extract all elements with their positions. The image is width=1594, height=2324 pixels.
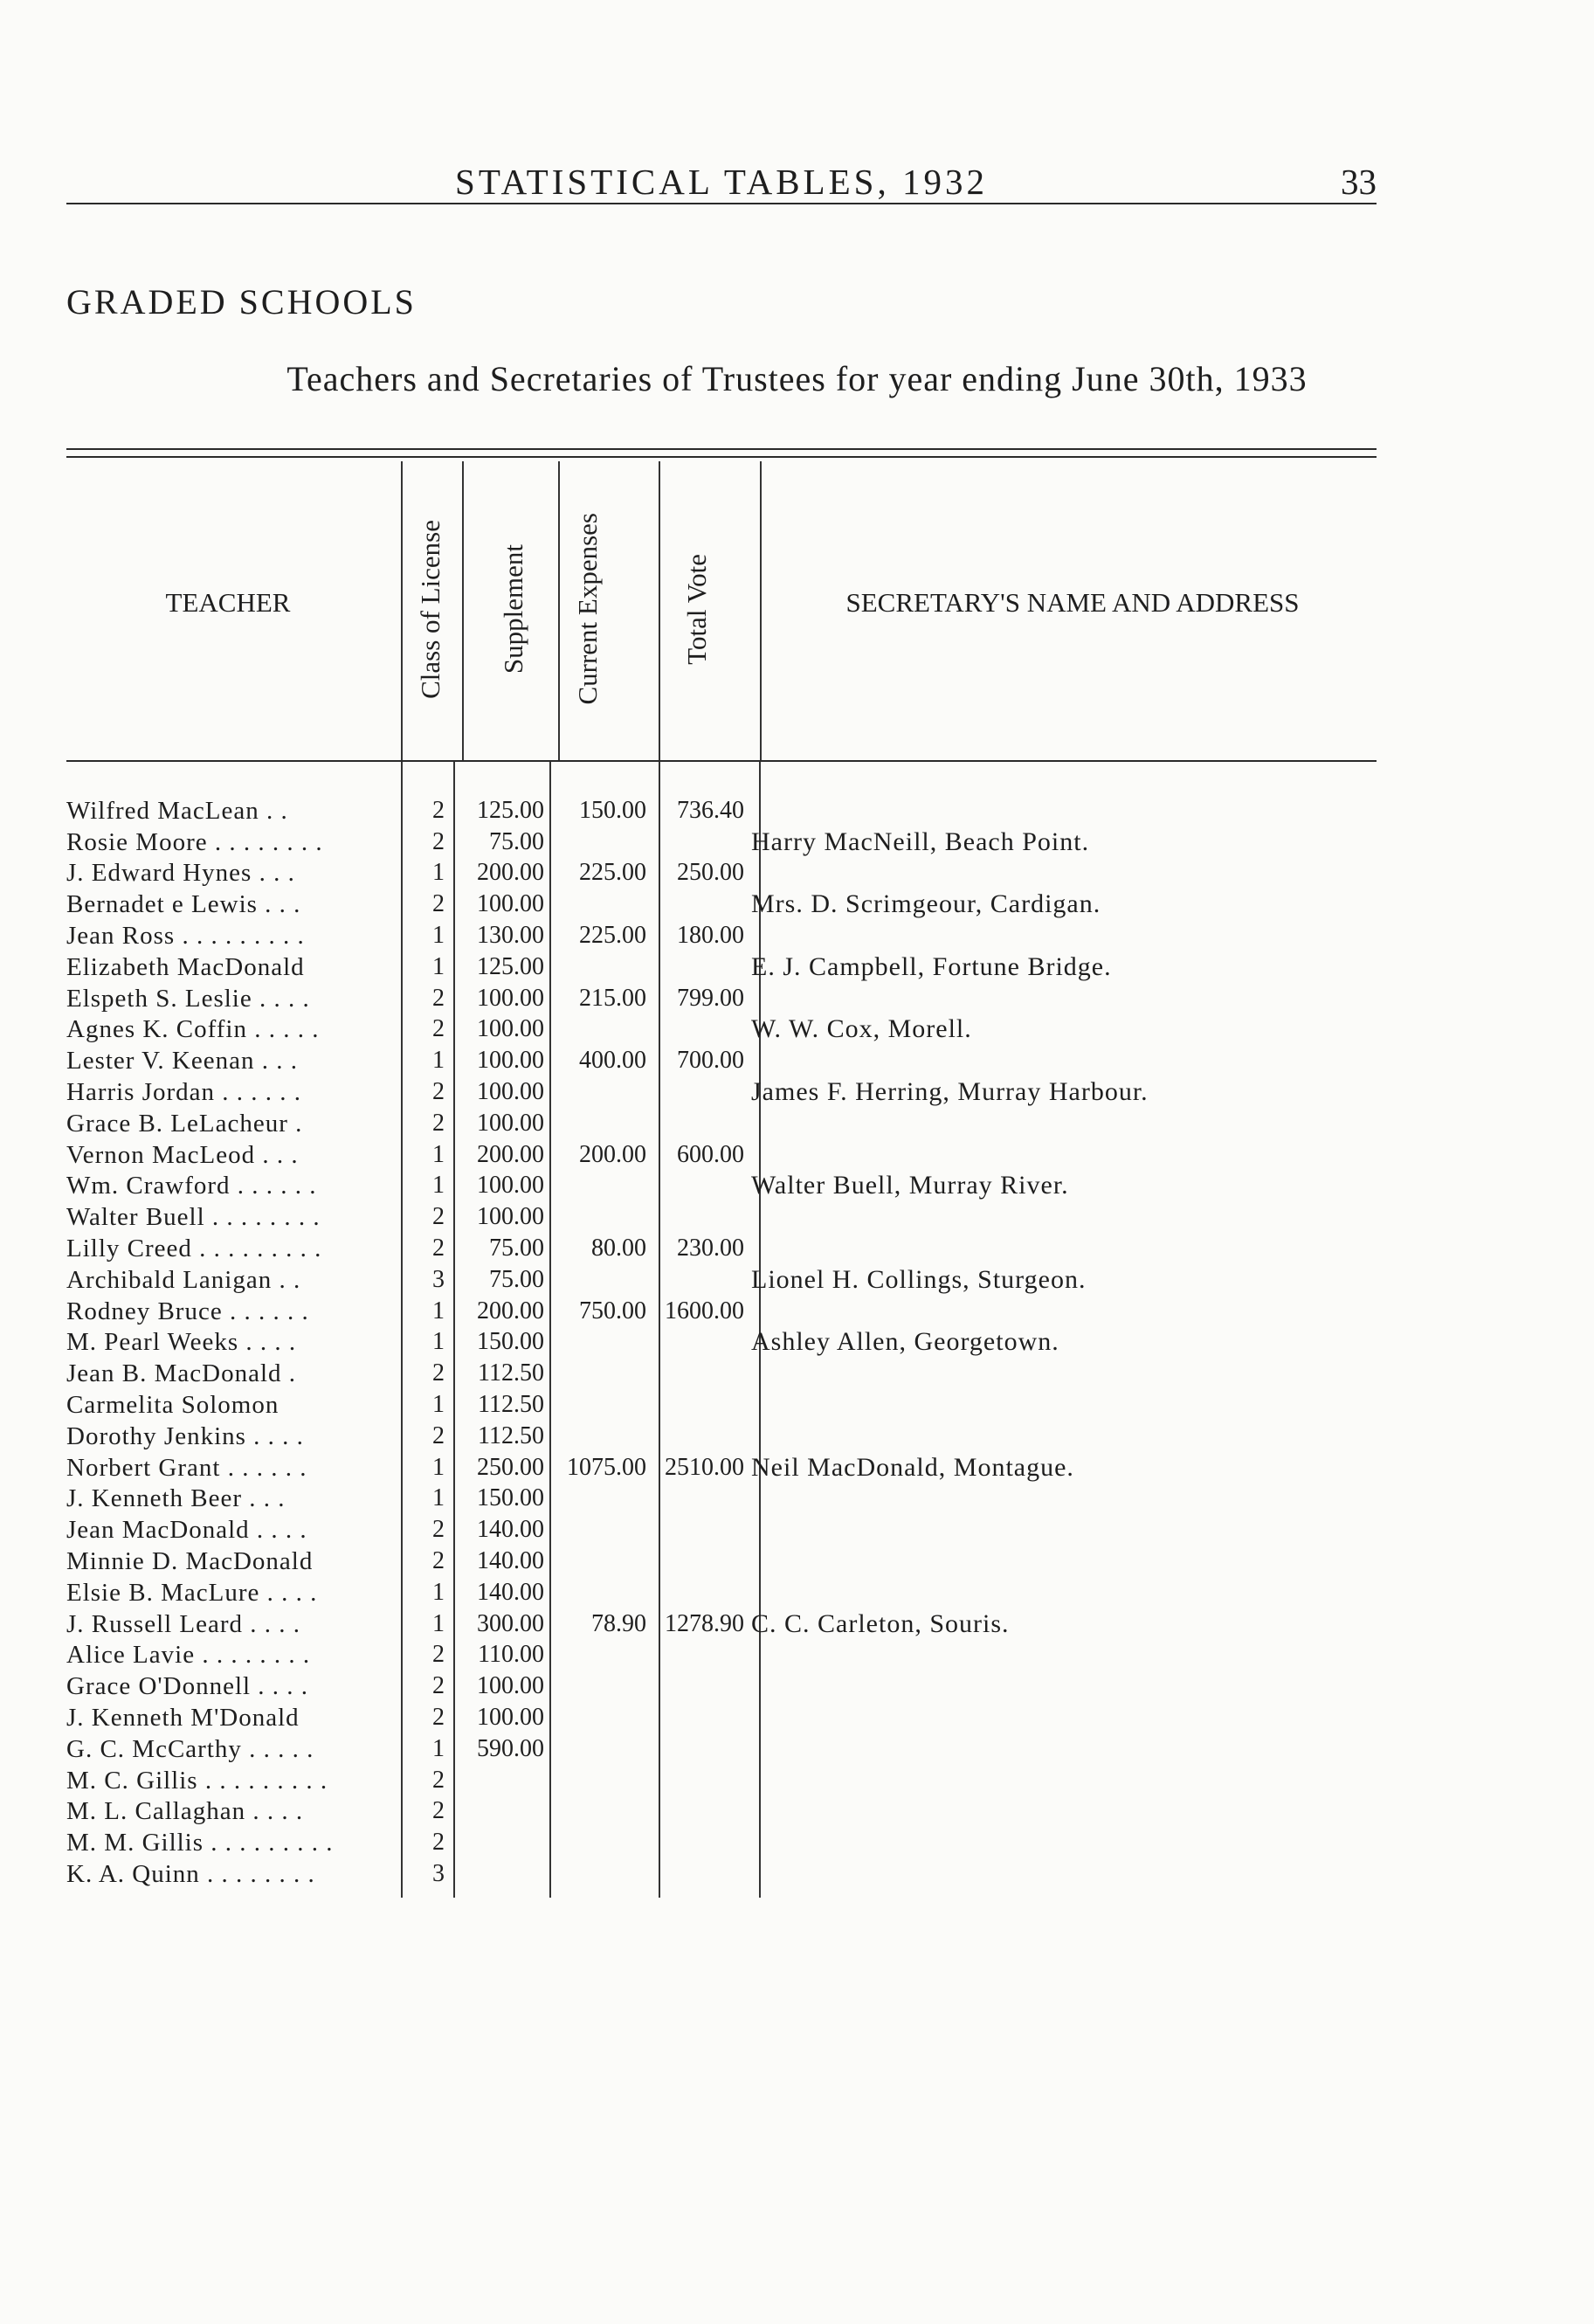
supplement-cell: 112.50 xyxy=(478,1359,544,1387)
supplement-cell: 75.00 xyxy=(489,1265,544,1293)
total-vote-cell xyxy=(650,1484,746,1515)
supplement-cell: 100.00 xyxy=(477,1015,544,1043)
secretary-cell: W. W. Cox, Morell. xyxy=(751,1014,972,1044)
table-row xyxy=(66,1139,1293,1171)
table-row xyxy=(66,1608,1293,1640)
class-of-license-cell: 1 xyxy=(432,1734,445,1762)
secretary-cell xyxy=(746,1045,1293,1076)
total-vote-cell xyxy=(650,1702,746,1733)
secretary-cell xyxy=(746,1296,1293,1327)
current-expenses-cell xyxy=(549,1358,650,1389)
teacher-cell: J. Edward Hynes . . . xyxy=(66,859,295,888)
secretary-cell: James F. Herring, Murray Harbour. xyxy=(751,1077,1149,1107)
running-head: STATISTICAL TABLES, 1932 xyxy=(455,162,988,202)
schools-table xyxy=(66,795,1293,1890)
secretary-cell xyxy=(746,1108,1293,1139)
class-of-license-cell: 2 xyxy=(432,796,445,824)
current-expenses-cell xyxy=(549,1640,650,1671)
total-vote-cell xyxy=(650,827,746,858)
class-of-license-cell: 1 xyxy=(432,1297,445,1325)
table-row xyxy=(66,1858,1293,1890)
teacher-cell: Harris Jordan . . . . . . xyxy=(66,1078,302,1107)
supplement-cell: 100.00 xyxy=(477,890,544,918)
teacher-cell: Vernon MacLeod . . . xyxy=(66,1140,299,1169)
top-rule xyxy=(66,448,1377,450)
secretary-cell xyxy=(746,1702,1293,1733)
supplement-cell: 75.00 xyxy=(489,1235,544,1262)
current-expenses-cell xyxy=(549,1858,650,1890)
teacher-cell: Agnes K. Coffin . . . . . xyxy=(66,1015,320,1044)
teacher-cell: Bernadet e Lewis . . . xyxy=(66,890,301,919)
column-header-supplement: Supplement xyxy=(498,543,528,674)
class-of-license-cell: 1 xyxy=(432,1609,445,1637)
teacher-cell: Elspeth S. Leslie . . . . xyxy=(66,984,310,1013)
supplement-cell xyxy=(453,1796,549,1828)
table-row xyxy=(66,1327,1293,1359)
total-vote-cell xyxy=(650,1640,746,1671)
total-vote-cell: 230.00 xyxy=(677,1235,744,1262)
secretary-cell: Neil MacDonald, Montague. xyxy=(751,1452,1074,1482)
teacher-cell: Wm. Crawford . . . . . . xyxy=(66,1172,317,1200)
secretary-cell: E. J. Campbell, Fortune Bridge. xyxy=(751,951,1112,981)
total-vote-cell: 799.00 xyxy=(677,984,744,1012)
table-row xyxy=(66,1546,1293,1577)
teacher-cell: Dorothy Jenkins . . . . xyxy=(66,1421,304,1450)
current-expenses-cell xyxy=(549,1702,650,1733)
class-of-license-cell: 2 xyxy=(432,1359,445,1387)
table-row xyxy=(66,1201,1293,1233)
current-expenses-cell xyxy=(549,1201,650,1233)
secretary-cell xyxy=(746,1514,1293,1546)
table-row xyxy=(66,1514,1293,1546)
total-vote-cell: 1278.90 xyxy=(665,1609,744,1637)
teacher-cell: Lilly Creed . . . . . . . . . xyxy=(66,1235,322,1263)
secretary-cell xyxy=(746,858,1293,889)
supplement-cell: 150.00 xyxy=(477,1328,544,1356)
supplement-cell: 100.00 xyxy=(477,1203,544,1231)
table-row xyxy=(66,1733,1293,1765)
page-header xyxy=(66,157,1377,204)
class-of-license-cell: 2 xyxy=(432,1797,445,1825)
table-row xyxy=(66,983,1293,1014)
current-expenses-cell xyxy=(549,1765,650,1796)
total-vote-cell xyxy=(650,1389,746,1421)
total-vote-cell xyxy=(650,1264,746,1296)
class-of-license-cell: 2 xyxy=(432,1203,445,1231)
teacher-cell: Wilfred MacLean . . xyxy=(66,796,288,825)
secretary-cell: Ashley Allen, Georgetown. xyxy=(751,1327,1059,1357)
secretary-cell: Walter Buell, Murray River. xyxy=(751,1171,1069,1200)
total-vote-cell xyxy=(650,1014,746,1046)
supplement-cell: 100.00 xyxy=(477,1704,544,1731)
table-row xyxy=(66,1765,1293,1796)
secretary-cell xyxy=(746,1858,1293,1890)
teacher-cell: Carmelita Solomon xyxy=(66,1391,279,1420)
current-expenses-cell xyxy=(549,1827,650,1858)
secretary-cell xyxy=(746,1577,1293,1608)
current-expenses-cell xyxy=(549,1514,650,1546)
supplement-cell: 112.50 xyxy=(478,1391,544,1419)
column-divider xyxy=(760,461,762,760)
secretary-cell xyxy=(746,1546,1293,1577)
secretary-cell xyxy=(746,1484,1293,1515)
class-of-license-cell: 2 xyxy=(432,1641,445,1669)
table-row xyxy=(66,1452,1293,1484)
class-of-license-cell: 1 xyxy=(432,1391,445,1419)
secretary-cell xyxy=(746,1733,1293,1765)
table-row xyxy=(66,1076,1293,1108)
class-of-license-cell: 2 xyxy=(432,1109,445,1137)
current-expenses-cell xyxy=(549,951,650,983)
class-of-license-cell: 1 xyxy=(432,1172,445,1200)
teacher-cell: J. Kenneth Beer . . . xyxy=(66,1484,286,1513)
supplement-cell: 100.00 xyxy=(477,1672,544,1700)
class-of-license-cell: 1 xyxy=(432,952,445,980)
supplement-cell: 100.00 xyxy=(477,984,544,1012)
total-vote-cell xyxy=(650,1421,746,1452)
teacher-cell: M. Pearl Weeks . . . . xyxy=(66,1328,297,1357)
class-of-license-cell: 2 xyxy=(432,1829,445,1857)
current-expenses-cell xyxy=(549,1264,650,1296)
total-vote-cell: 1600.00 xyxy=(665,1297,744,1325)
current-expenses-cell xyxy=(549,1796,650,1828)
supplement-cell: 112.50 xyxy=(478,1421,544,1449)
class-of-license-cell: 2 xyxy=(432,984,445,1012)
class-of-license-cell: 2 xyxy=(432,1015,445,1043)
current-expenses-cell xyxy=(549,1484,650,1515)
supplement-cell: 100.00 xyxy=(477,1172,544,1200)
header-rule xyxy=(66,760,1377,762)
table-row xyxy=(66,1264,1293,1296)
teacher-cell: J. Kenneth M'Donald xyxy=(66,1704,300,1732)
class-of-license-cell: 3 xyxy=(432,1265,445,1293)
current-expenses-cell: 225.00 xyxy=(579,859,646,887)
teacher-cell: Minnie D. MacDonald xyxy=(66,1547,314,1576)
total-vote-cell xyxy=(650,1514,746,1546)
column-divider xyxy=(558,461,560,760)
secretary-cell xyxy=(746,1827,1293,1858)
table-row xyxy=(66,1670,1293,1702)
column-divider xyxy=(659,461,660,760)
current-expenses-cell: 1075.00 xyxy=(567,1453,646,1481)
secretary-cell xyxy=(746,920,1293,951)
current-expenses-cell xyxy=(549,1577,650,1608)
supplement-cell: 130.00 xyxy=(477,922,544,950)
table-row xyxy=(66,827,1293,858)
supplement-cell: 140.00 xyxy=(477,1578,544,1606)
secretary-cell xyxy=(746,1201,1293,1233)
table-row xyxy=(66,1827,1293,1858)
total-vote-cell xyxy=(650,1733,746,1765)
class-of-license-cell: 2 xyxy=(432,1421,445,1449)
total-vote-cell xyxy=(650,1827,746,1858)
class-of-license-cell: 1 xyxy=(432,859,445,887)
class-of-license-cell: 1 xyxy=(432,1578,445,1606)
current-expenses-cell xyxy=(549,1421,650,1452)
current-expenses-cell xyxy=(549,1108,650,1139)
total-vote-cell xyxy=(650,1358,746,1389)
class-of-license-cell: 1 xyxy=(432,1484,445,1512)
total-vote-cell xyxy=(650,1108,746,1139)
teacher-cell: Rodney Bruce . . . . . . xyxy=(66,1297,309,1325)
column-header-secretary: SECRETARY'S NAME AND ADDRESS xyxy=(845,587,1300,618)
class-of-license-cell: 2 xyxy=(432,1078,445,1106)
total-vote-cell xyxy=(650,1327,746,1359)
teacher-cell: M. C. Gillis . . . . . . . . . xyxy=(66,1766,328,1795)
secretary-cell xyxy=(746,1233,1293,1264)
secretary-cell: Harry MacNeill, Beach Point. xyxy=(751,827,1090,856)
top-rule-double xyxy=(66,456,1377,458)
class-of-license-cell: 2 xyxy=(432,1704,445,1731)
table-row xyxy=(66,1108,1293,1139)
current-expenses-cell xyxy=(549,1327,650,1359)
class-of-license-cell: 2 xyxy=(432,1547,445,1575)
supplement-cell: 125.00 xyxy=(477,796,544,824)
supplement-cell xyxy=(453,1827,549,1858)
teacher-cell: Elizabeth MacDonald xyxy=(66,952,305,981)
secretary-cell xyxy=(746,1670,1293,1702)
class-of-license-cell: 1 xyxy=(432,1047,445,1075)
teacher-cell: Grace O'Donnell . . . . xyxy=(66,1672,309,1701)
total-vote-cell xyxy=(650,889,746,920)
current-expenses-cell: 750.00 xyxy=(579,1297,646,1325)
class-of-license-cell: 1 xyxy=(432,1328,445,1356)
column-header-teacher: TEACHER xyxy=(165,587,291,618)
teacher-cell: J. Russell Leard . . . . xyxy=(66,1609,301,1638)
table-row xyxy=(66,1796,1293,1828)
supplement-cell: 100.00 xyxy=(477,1078,544,1106)
page-number: 33 xyxy=(1341,162,1377,202)
table-row xyxy=(66,920,1293,951)
total-vote-cell xyxy=(650,1076,746,1108)
class-of-license-cell: 1 xyxy=(432,1140,445,1168)
total-vote-cell xyxy=(650,1858,746,1890)
column-header-total-vote: Total Vote xyxy=(681,553,712,665)
current-expenses-cell: 150.00 xyxy=(579,796,646,824)
table-row xyxy=(66,1421,1293,1452)
current-expenses-cell xyxy=(549,1076,650,1108)
column-divider xyxy=(462,461,464,760)
total-vote-cell: 2510.00 xyxy=(665,1453,744,1481)
secretary-cell xyxy=(746,1765,1293,1796)
teacher-cell: K. A. Quinn . . . . . . . . xyxy=(66,1859,315,1888)
class-of-license-cell: 1 xyxy=(432,922,445,950)
supplement-cell: 100.00 xyxy=(477,1047,544,1075)
supplement-cell: 125.00 xyxy=(477,952,544,980)
table-row xyxy=(66,1171,1293,1202)
total-vote-cell xyxy=(650,1765,746,1796)
teacher-cell: G. C. McCarthy . . . . . xyxy=(66,1734,314,1763)
table-row xyxy=(66,1702,1293,1733)
supplement-cell: 140.00 xyxy=(477,1547,544,1575)
table-row xyxy=(66,1577,1293,1608)
table-row xyxy=(66,951,1293,983)
section-title: GRADED SCHOOLS xyxy=(66,282,417,322)
supplement-cell xyxy=(453,1858,549,1890)
teacher-cell: Elsie B. MacLure . . . . xyxy=(66,1578,318,1607)
supplement-cell: 200.00 xyxy=(477,1140,544,1168)
current-expenses-cell xyxy=(549,1733,650,1765)
table-row xyxy=(66,1640,1293,1671)
total-vote-cell xyxy=(650,1796,746,1828)
current-expenses-cell xyxy=(549,889,650,920)
secretary-cell xyxy=(746,1421,1293,1452)
total-vote-cell xyxy=(650,1546,746,1577)
secretary-cell xyxy=(746,795,1293,827)
current-expenses-cell xyxy=(549,827,650,858)
current-expenses-cell xyxy=(549,1389,650,1421)
supplement-cell: 200.00 xyxy=(477,1297,544,1325)
secretary-cell xyxy=(746,1640,1293,1671)
total-vote-cell: 700.00 xyxy=(677,1047,744,1075)
supplement-cell: 100.00 xyxy=(477,1109,544,1137)
table-row xyxy=(66,1484,1293,1515)
supplement-cell: 140.00 xyxy=(477,1516,544,1544)
column-divider xyxy=(401,461,403,760)
teacher-cell: Jean B. MacDonald . xyxy=(66,1359,297,1388)
current-expenses-cell: 80.00 xyxy=(591,1235,646,1262)
total-vote-cell: 736.40 xyxy=(677,796,744,824)
teacher-cell: Lester V. Keenan . . . xyxy=(66,1047,298,1076)
secretary-cell xyxy=(746,1139,1293,1171)
supplement-cell: 110.00 xyxy=(478,1641,544,1669)
total-vote-cell: 180.00 xyxy=(677,922,744,950)
class-of-license-cell: 2 xyxy=(432,1516,445,1544)
secretary-cell xyxy=(746,983,1293,1014)
teacher-cell: Jean MacDonald . . . . xyxy=(66,1516,307,1545)
class-of-license-cell: 2 xyxy=(432,1235,445,1262)
secretary-cell xyxy=(746,1389,1293,1421)
class-of-license-cell: 1 xyxy=(432,1453,445,1481)
current-expenses-cell: 215.00 xyxy=(579,984,646,1012)
secretary-cell xyxy=(746,1796,1293,1828)
supplement-cell: 300.00 xyxy=(477,1609,544,1637)
current-expenses-cell xyxy=(549,1171,650,1202)
total-vote-cell: 600.00 xyxy=(677,1140,744,1168)
subtitle: Teachers and Secretaries of Trustees for year ending June 30th, 1933 xyxy=(286,359,1308,398)
class-of-license-cell: 2 xyxy=(432,1672,445,1700)
column-header-class-of-license: Class of License xyxy=(415,519,445,699)
secretary-cell: C. C. Carleton, Souris. xyxy=(751,1608,1010,1638)
teacher-cell: Rosie Moore . . . . . . . . xyxy=(66,827,323,856)
current-expenses-cell xyxy=(549,1014,650,1046)
current-expenses-cell xyxy=(549,1546,650,1577)
secretary-cell: Mrs. D. Scrimgeour, Cardigan. xyxy=(751,889,1101,919)
teacher-cell: Walter Buell . . . . . . . . xyxy=(66,1203,321,1232)
total-vote-cell xyxy=(650,951,746,983)
teacher-cell: M. M. Gillis . . . . . . . . . xyxy=(66,1829,334,1857)
class-of-license-cell: 2 xyxy=(432,827,445,855)
secretary-cell xyxy=(746,1358,1293,1389)
table-row xyxy=(66,1045,1293,1076)
table-row xyxy=(66,1358,1293,1389)
teacher-cell: Grace B. LeLacheur . xyxy=(66,1109,303,1138)
total-vote-cell xyxy=(650,1171,746,1202)
column-header-current-expenses: Current Expenses xyxy=(572,513,603,705)
teacher-cell: Archibald Lanigan . . xyxy=(66,1265,301,1294)
total-vote-cell: 250.00 xyxy=(677,859,744,887)
teacher-cell: M. L. Callaghan . . . . xyxy=(66,1797,304,1826)
table-row xyxy=(66,858,1293,889)
table-row xyxy=(66,795,1293,827)
current-expenses-cell: 200.00 xyxy=(579,1140,646,1168)
table-row xyxy=(66,1014,1293,1046)
class-of-license-cell: 2 xyxy=(432,890,445,918)
class-of-license-cell: 2 xyxy=(432,1766,445,1794)
secretary-cell: Lionel H. Collings, Sturgeon. xyxy=(751,1264,1087,1294)
teacher-cell: Norbert Grant . . . . . . xyxy=(66,1453,307,1482)
current-expenses-cell xyxy=(549,1670,650,1702)
table-row xyxy=(66,889,1293,920)
supplement-cell: 590.00 xyxy=(477,1734,544,1762)
teacher-cell: Jean Ross . . . . . . . . . xyxy=(66,922,305,951)
total-vote-cell xyxy=(650,1670,746,1702)
current-expenses-cell: 400.00 xyxy=(579,1047,646,1075)
supplement-cell: 200.00 xyxy=(477,859,544,887)
table-row xyxy=(66,1296,1293,1327)
current-expenses-cell: 78.90 xyxy=(591,1609,646,1637)
teacher-cell: Alice Lavie . . . . . . . . xyxy=(66,1641,311,1670)
supplement-cell: 150.00 xyxy=(477,1484,544,1512)
total-vote-cell xyxy=(650,1577,746,1608)
supplement-cell xyxy=(453,1765,549,1796)
supplement-cell: 75.00 xyxy=(489,827,544,855)
current-expenses-cell: 225.00 xyxy=(579,922,646,950)
total-vote-cell xyxy=(650,1201,746,1233)
table-row xyxy=(66,1389,1293,1421)
supplement-cell: 250.00 xyxy=(477,1453,544,1481)
table-row xyxy=(66,1233,1293,1264)
class-of-license-cell: 3 xyxy=(432,1859,445,1887)
